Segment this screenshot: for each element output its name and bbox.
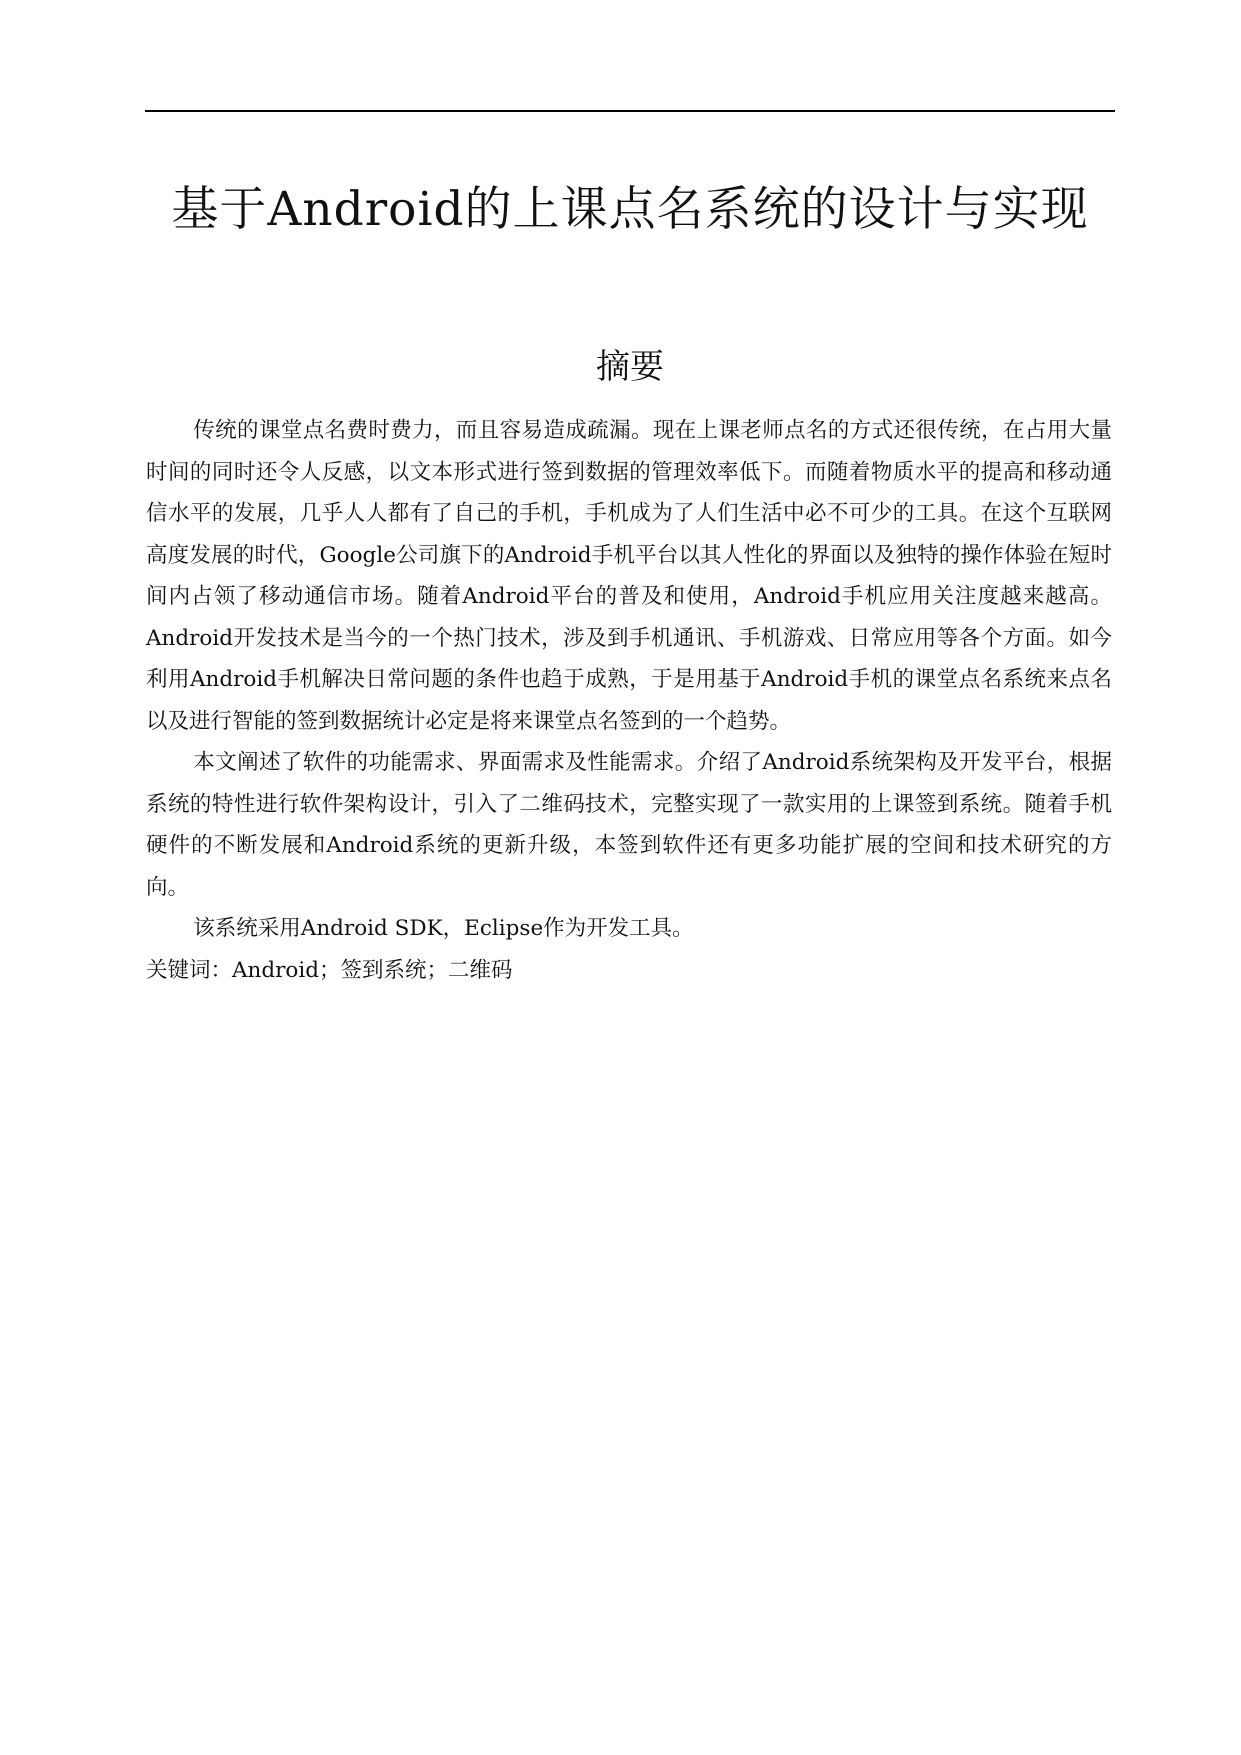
abstract-paragraph-1: 传统的课堂点名费时费力，而且容易造成疏漏。现在上课老师点名的方式还很传统，在占用大量时间的同时还令人反感，以文本形式进行签到数据的管理效率低下。而随着物质水平的提高和移动通信水平的发展，几乎人人都有了自己的手机，手机成为了人们生活中必不可少的工具。在这个互联网高度发展的时代，Google公司旗下的Android手机平台以其人性化的界面以及独特的操作体验在短时间内占领了移动通信市场。随着Android平台的普及和使用，Android手机应用关注度越来越高。Android开发技术是当今的一个热门技术，涉及到手机通讯、手机游戏、日常应用等各个方面。如今利用Android手机解决日常问题的条件也趋于成熟，于是用基于Android手机的课堂点名系统来点名以及进行智能的签到数据统计必定是将来课堂点名签到的一个趋势。 (146, 418, 1112, 734)
abstract-body (146, 410, 1112, 991)
header-rule (145, 110, 1115, 112)
keywords-line: 关键词：Android；签到系统；二维码 (146, 957, 513, 983)
page-title: 基于Android的上课点名系统的设计与实现 (171, 182, 1089, 237)
abstract-paragraph-3: 该系统采用Android SDK，Eclipse作为开发工具。 (193, 916, 694, 941)
abstract-heading: 摘要 (596, 347, 664, 387)
abstract-paragraph-2: 本文阐述了软件的功能需求、界面需求及性能需求。介绍了Android系统架构及开发平台，根据系统的特性进行软件架构设计，引入了二维码技术，完整实现了一款实用的上课签到系统。随着手机硬件的不断发展和Android系统的更新升级，本签到软件还有更多功能扩展的空间和技术研究的方向。 (146, 750, 1112, 900)
